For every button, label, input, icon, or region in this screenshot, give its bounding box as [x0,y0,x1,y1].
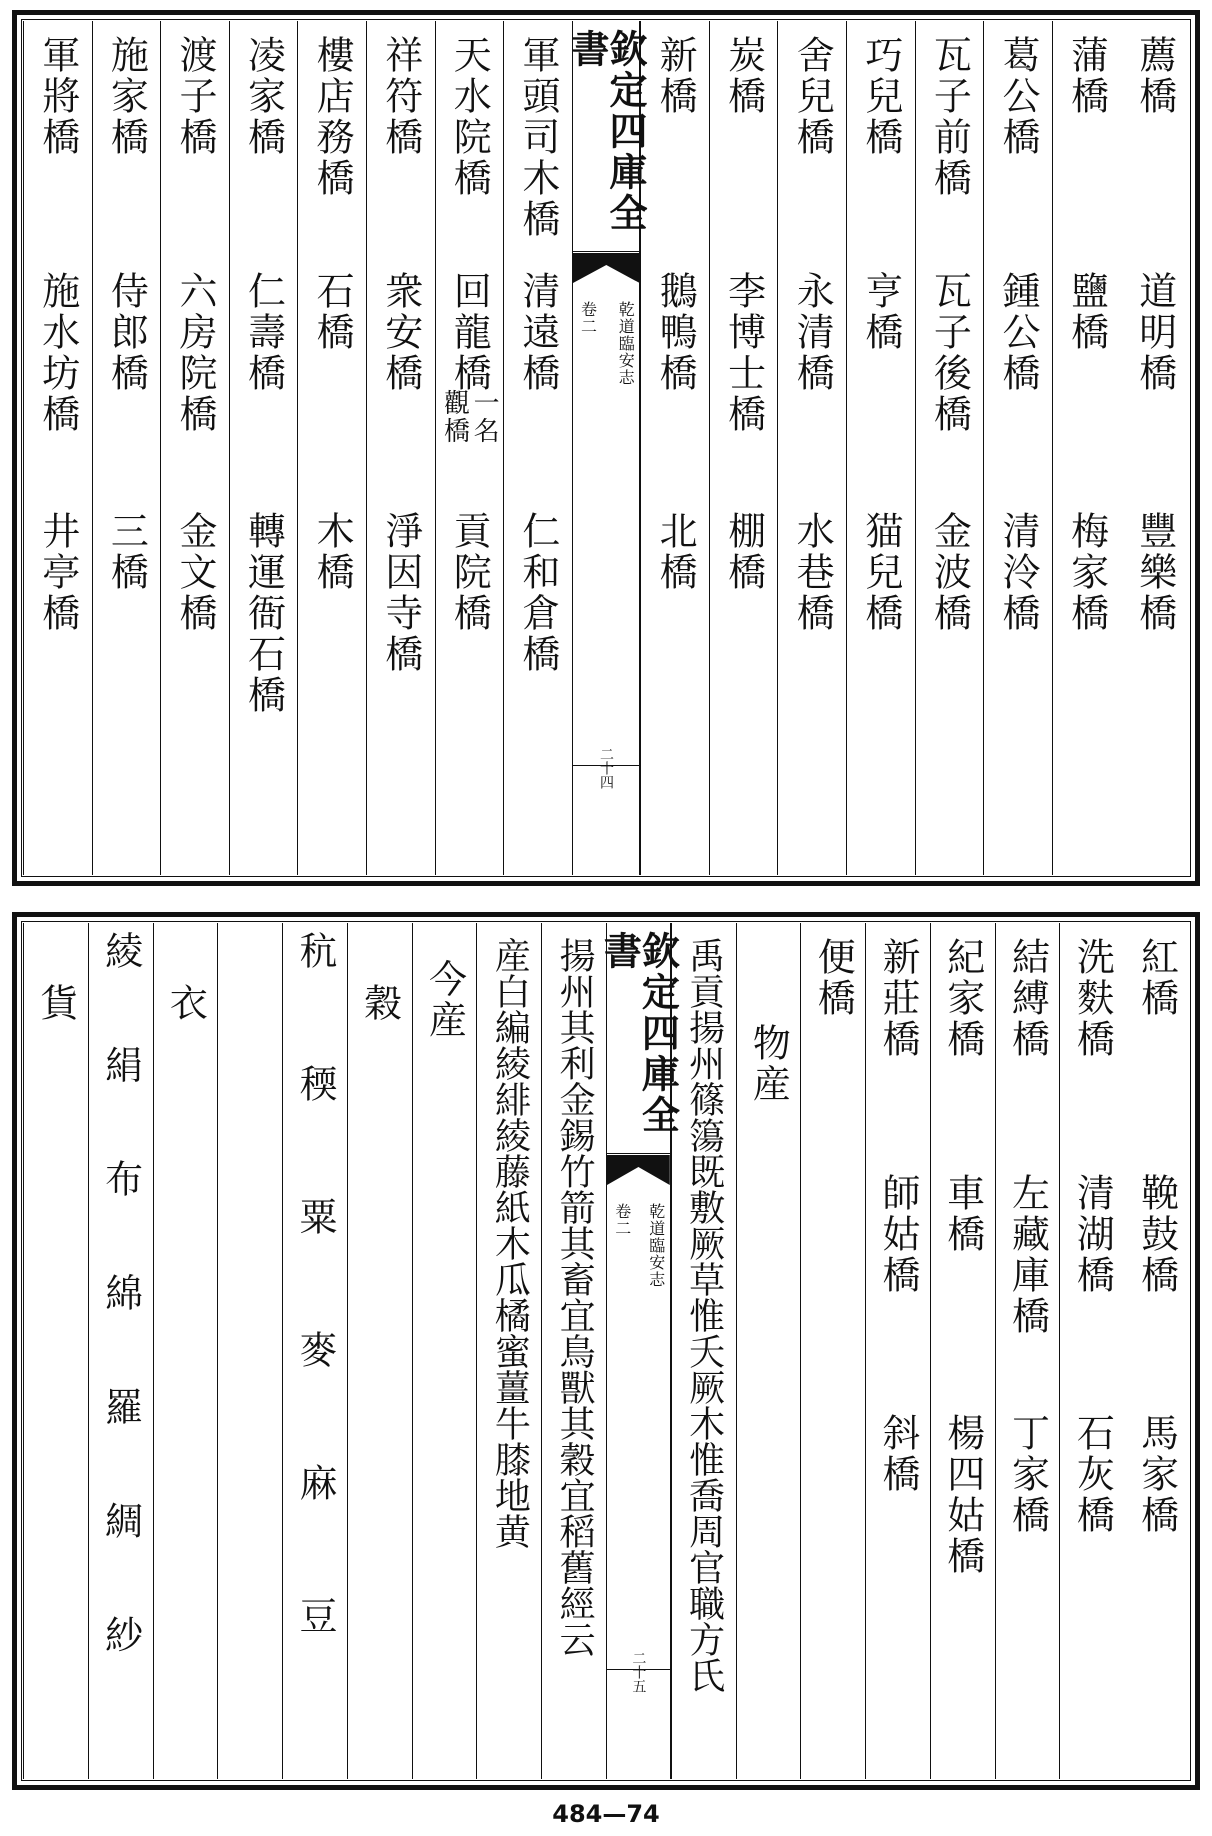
text-column [983,21,1052,875]
text-column [865,923,930,1779]
entry-text: 丁家橋 [1005,1413,1050,1536]
text-column [153,923,218,1779]
text-column [366,21,435,875]
entry-text: 永清橋 [790,271,835,394]
volume-label: 卷二 [612,1203,632,1237]
text-line: 産白編綾緋綾藤紙木瓜橘蜜薑牛膝地黄 [489,937,531,1549]
running-head: 欽定四庫全書 [597,931,681,1136]
entry-text: 金文橋 [172,511,217,634]
text-column [915,21,984,875]
entry-text: 鍾公橋 [996,271,1041,394]
text-line: 禹貢揚州篠簜既敷厥草惟夭厥木惟喬周官職方氏 [683,937,725,1693]
entry-text: 秔 [292,931,337,972]
text-column [709,21,778,875]
entry-text: 綢 [98,1501,143,1542]
entry-text: 清泠橋 [996,511,1041,634]
entry-text: 衆安橋 [378,271,423,394]
entry-text: 巧兒橋 [858,35,903,158]
entry-text: 舍兒橋 [790,35,835,158]
entry-text: 鞔鼓橋 [1134,1173,1179,1296]
entry-text: 紀家橋 [940,937,985,1060]
running-head-box [564,21,648,252]
entry-text: 貢院橋 [447,511,492,634]
entry-text: 斜橋 [875,1413,920,1495]
book-title: 乾道臨安志 [616,301,636,386]
entry-text: 清遠橋 [515,271,560,394]
entry-text: 羅 [98,1387,143,1428]
text-column [736,923,801,1779]
bottom-page [23,923,1189,1779]
annotation-note: 一名 [469,389,500,445]
entry-text: 穀 [357,983,402,1024]
entry-text: 今産 [422,959,467,1041]
annotation-note: 觀橋 [439,389,470,445]
leaf-number-rule [573,765,640,766]
leaf-number: 二十五 [630,1651,647,1693]
text-column [435,21,504,875]
entry-text: 井亭橋 [35,511,80,634]
text-column [23,923,88,1779]
text-column [1124,923,1189,1779]
entry-text: 結縛橋 [1005,937,1050,1060]
entry-text: 新莊橋 [875,937,920,1060]
entry-text: 葛公橋 [996,35,1041,158]
entry-text: 清湖橋 [1070,1173,1115,1296]
entry-text: 樓店務橋 [310,35,355,199]
text-column [930,923,995,1779]
fish-tail-mark-icon [573,253,640,283]
entry-text: 六房院橋 [172,271,217,435]
top-page [23,21,1189,875]
entry-text: 轉運衙石橋 [241,511,286,716]
entry-text: 施水坊橋 [35,271,80,435]
center-gutter [597,923,681,1779]
entry-text: 馬家橋 [1134,1413,1179,1536]
entry-text: 軍頭司木橋 [515,35,560,240]
entry-text: 蒲橋 [1064,35,1109,117]
entry-text: 綾 [98,931,143,972]
entry-text: 絹 [98,1045,143,1086]
entry-text: 鵝鴨橋 [653,271,698,394]
entry-text: 粟 [292,1197,337,1238]
top-page-frame [12,10,1200,886]
entry-text: 祥符橋 [378,35,423,158]
entry-text: 亨橋 [858,271,903,353]
text-column [88,923,153,1779]
entry-text: 仁和倉橋 [515,511,560,675]
entry-text: 鹽橋 [1064,271,1109,353]
entry-text: 師姑橋 [875,1173,920,1296]
text-column [23,21,92,875]
entry-text: 木橋 [310,511,355,593]
text-column [777,21,846,875]
entry-text: 天水院橋 [447,35,492,199]
text-column [541,923,606,1779]
entry-text: 衣 [163,983,208,1024]
entry-text: 李博士橋 [721,271,766,435]
entry-text: 豆 [292,1596,337,1637]
running-head-box [597,923,681,1154]
entry-text: 麥 [292,1330,337,1371]
entry-text: 石橋 [310,271,355,353]
text-column [800,923,865,1779]
entry-text: 道明橋 [1132,271,1177,394]
entry-text: 水巷橋 [790,511,835,634]
entry-text: 渡子橋 [172,35,217,158]
text-column [846,21,915,875]
entry-text: 仁壽橋 [241,271,286,394]
entry-text: 三橋 [104,511,149,593]
entry-text: 梅家橋 [1064,511,1109,634]
entry-text: 紅橋 [1134,937,1179,1019]
text-column [1052,21,1121,875]
text-column [1120,21,1189,875]
text-column [297,21,366,875]
entry-text: 左藏庫橋 [1005,1173,1050,1337]
book-title: 乾道臨安志 [646,1203,666,1288]
entry-text: 布 [98,1159,143,1200]
text-column [282,923,347,1779]
entry-text: 施家橋 [104,35,149,158]
text-column [412,923,477,1779]
page-footer-number: 484—74 [552,1800,660,1828]
entry-text: 便橋 [811,937,856,1019]
entry-text: 貨 [33,983,78,1024]
entry-text: 車橋 [940,1173,985,1255]
text-column [160,21,229,875]
entry-text: 洗麩橋 [1070,937,1115,1060]
entry-text: 瓦子後橋 [927,271,972,435]
running-head: 欽定四庫全書 [564,29,648,234]
text-column [503,21,572,875]
volume-label: 卷二 [578,301,598,335]
leaf-number: 二十四 [597,747,614,789]
entry-text: 回龍橋 [447,271,492,394]
entry-text: 棚橋 [721,511,766,593]
text-column [640,21,709,875]
text-column [217,923,282,1779]
text-column [347,923,412,1779]
text-column [476,923,541,1779]
entry-text: 軍將橋 [35,35,80,158]
entry-text: 淨因寺橋 [378,511,423,675]
entry-text: 薦橋 [1132,35,1177,117]
entry-text: 炭橋 [721,35,766,117]
text-column [671,923,736,1779]
entry-text: 瓦子前橋 [927,35,972,199]
leaf-number-rule [607,1669,670,1670]
text-line: 揚州其利金錫竹箭其畜宜鳥獸其穀宜稻舊經云 [554,937,596,1657]
bottom-page-frame [12,912,1200,1790]
entry-text: 凌家橋 [241,35,286,158]
entry-text: 麻 [292,1463,337,1504]
entry-text: 物産 [746,1023,791,1105]
fish-tail-mark-icon [607,1155,670,1185]
text-column [1059,923,1124,1779]
entry-text: 猫兒橋 [858,511,903,634]
entry-text: 侍郎橋 [104,271,149,394]
entry-text: 稬 [292,1064,337,1105]
entry-text: 金波橋 [927,511,972,634]
text-column [995,923,1060,1779]
entry-text: 北橋 [653,511,698,593]
entry-text: 新橋 [653,35,698,117]
entry-text: 楊四姑橋 [940,1413,985,1577]
entry-text: 豐樂橋 [1132,511,1177,634]
center-gutter [564,21,648,875]
text-column [92,21,161,875]
text-column [229,21,298,875]
entry-text: 綿 [98,1273,143,1314]
entry-text: 石灰橋 [1070,1413,1115,1536]
entry-text: 紗 [98,1615,143,1656]
